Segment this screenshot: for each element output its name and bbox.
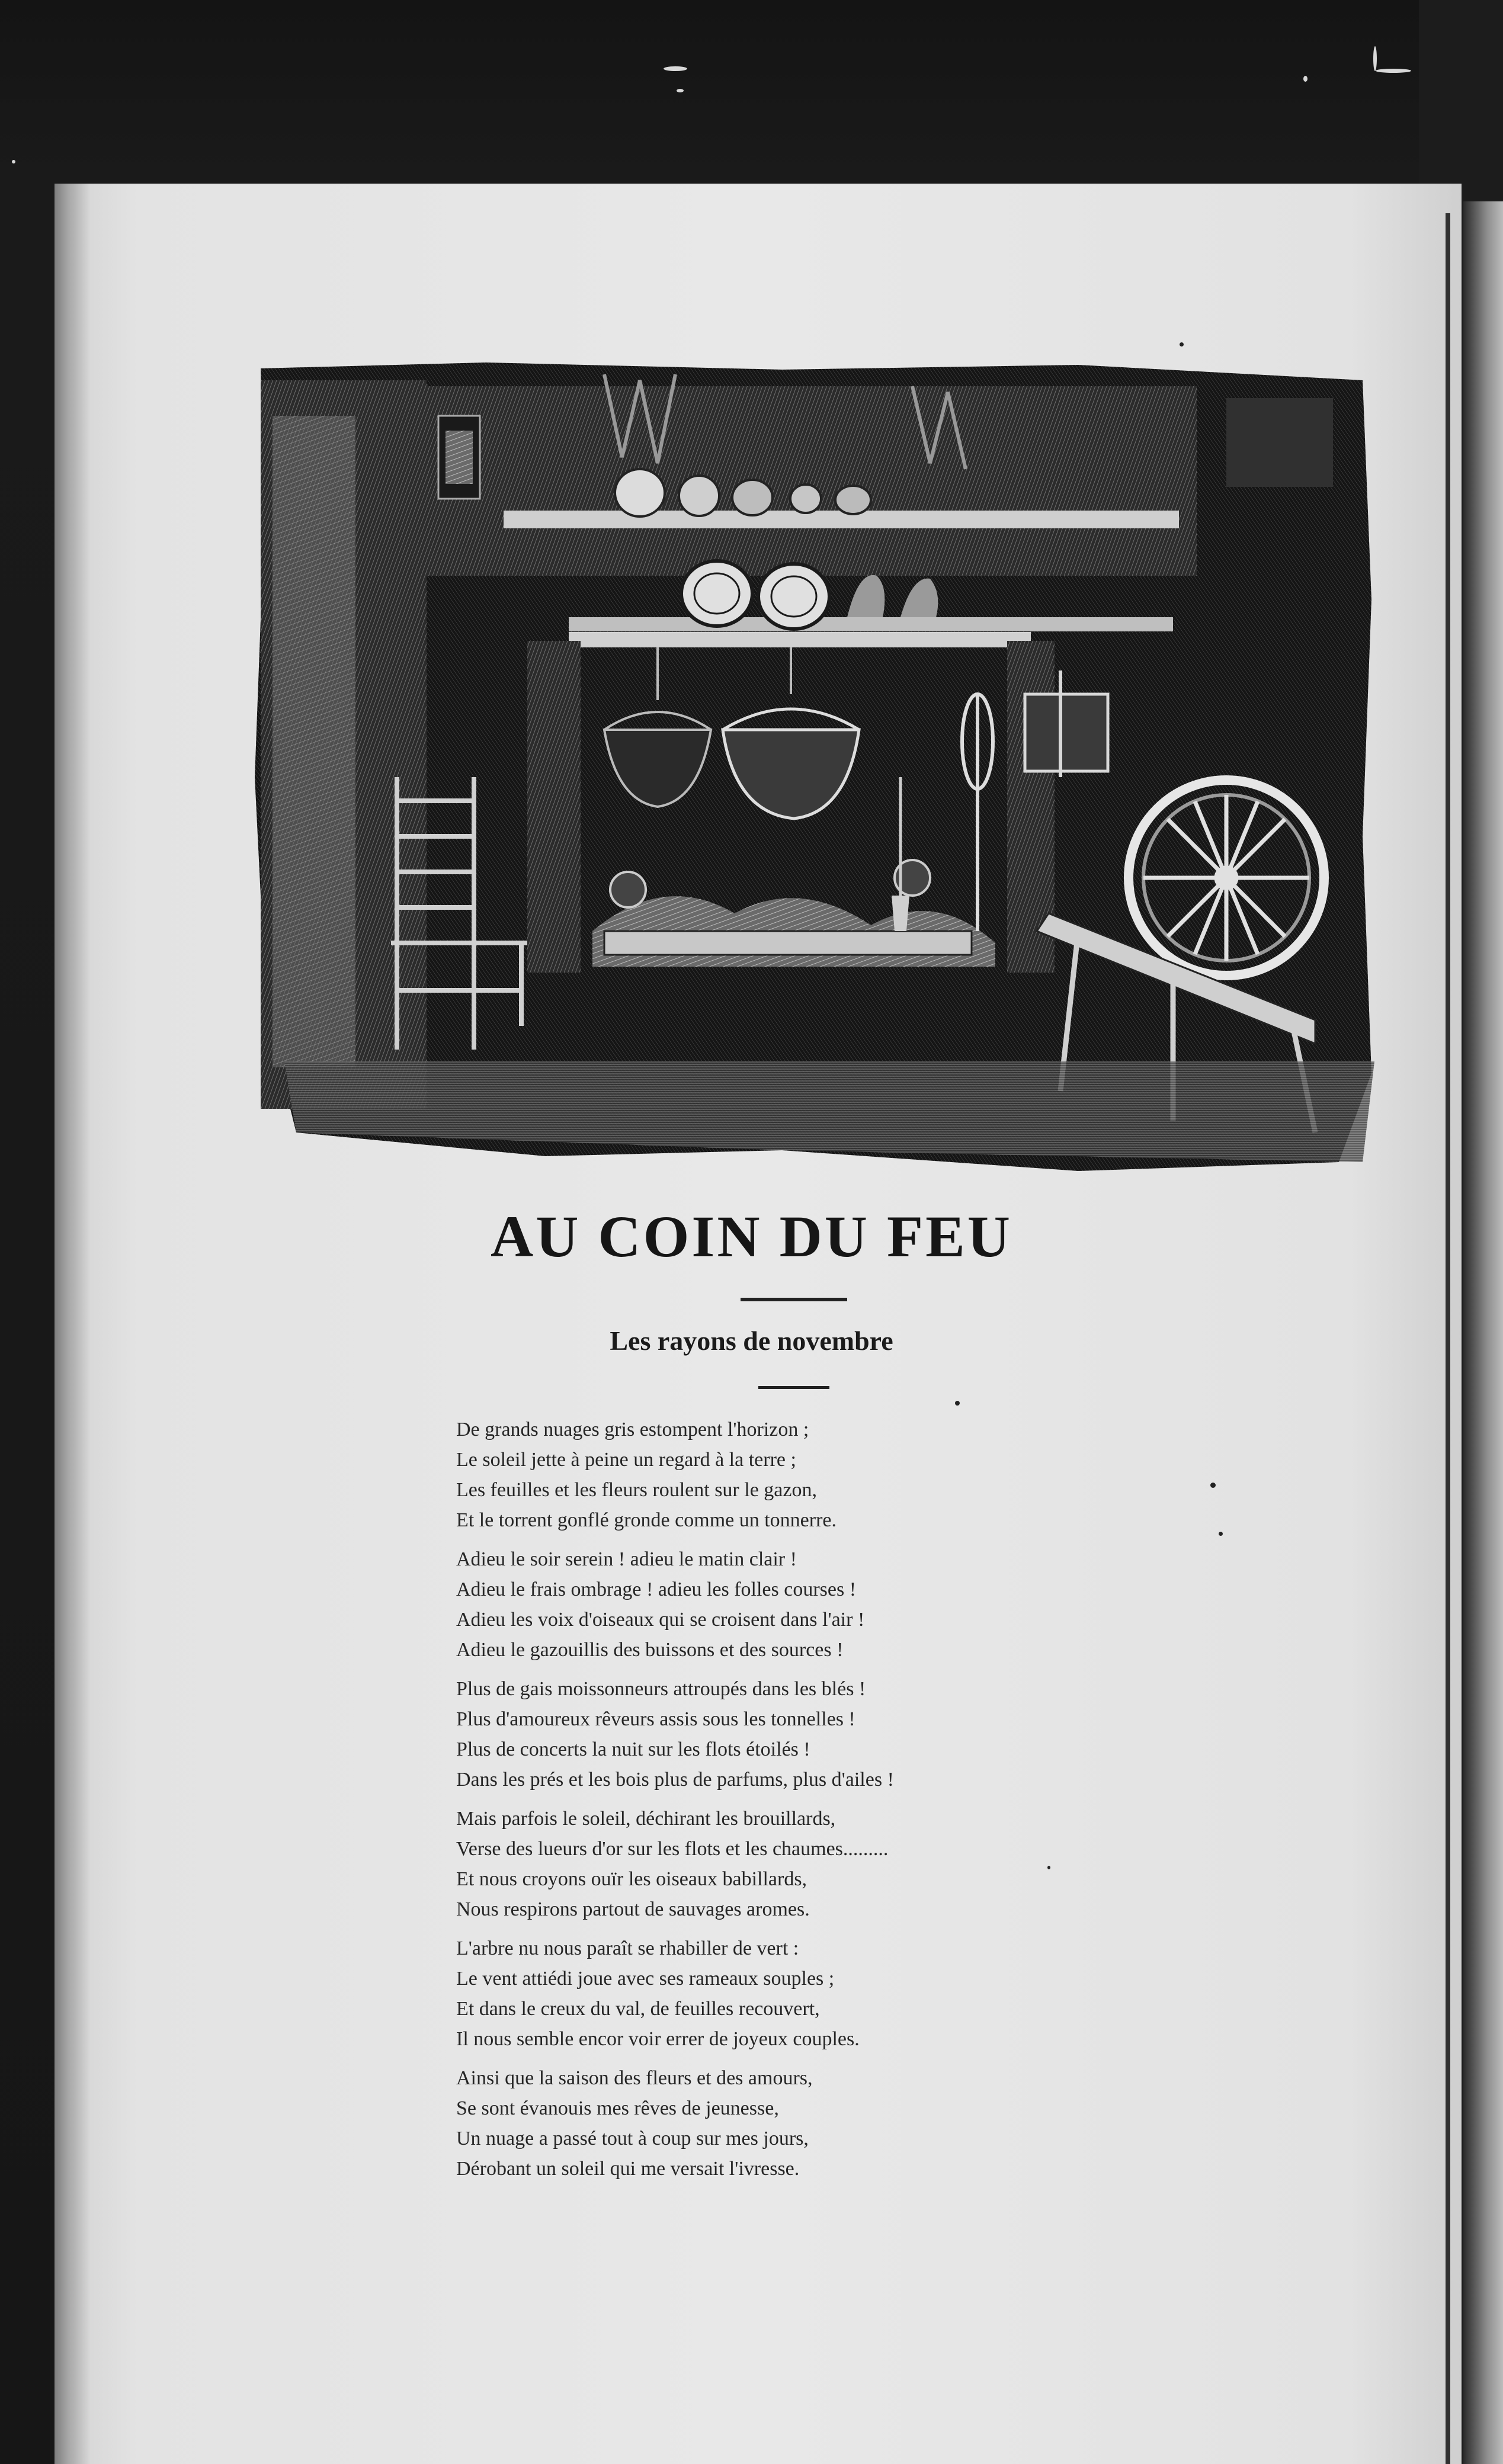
verse-line: Plus d'amoureux rêveurs assis sous les tonnelles ! — [456, 1708, 855, 1730]
stanza — [456, 1933, 1167, 2054]
verse-line: Le soleil jette à peine un regard à la terre ; — [456, 1449, 796, 1471]
speck — [1303, 76, 1307, 82]
verse-line: Dérobant un soleil qui me versait l'ivresse. — [456, 2158, 800, 2180]
ink-dot — [1219, 1532, 1223, 1536]
verse-line: Plus de concerts la nuit sur les flots étoilés ! — [456, 1738, 810, 1760]
verse-line: Plus de gais moissonneurs attroupés dans les blés ! — [456, 1678, 866, 1700]
verse-line: L'arbre nu nous paraît se rhabiller de vert : — [456, 1937, 799, 1959]
verse-line: Verse des lueurs d'or sur les flots et les chaumes......... — [456, 1838, 889, 1860]
speck — [664, 66, 687, 71]
speck — [12, 160, 15, 163]
fireplace-spinning-wheel-engraving — [249, 362, 1374, 1174]
verse-line: Un nuage a passé tout à coup sur mes jours, — [456, 2128, 809, 2149]
verse-line: Adieu le frais ombrage ! adieu les folles courses ! — [456, 1578, 857, 1600]
ink-dot — [1180, 342, 1184, 346]
stanza — [456, 2063, 1167, 2184]
stanza — [456, 1414, 1167, 1535]
verse-line: Il nous semble encor voir errer de joyeux couples. — [456, 2028, 860, 2050]
stanza — [456, 1544, 1167, 1665]
stanza — [456, 1804, 1167, 1924]
verse-line: Et le torrent gonflé gronde comme un tonnerre. — [456, 1509, 837, 1531]
page-title: AU COIN DU FEU — [491, 1204, 1012, 1269]
stanza — [456, 1674, 1167, 1795]
speck — [677, 89, 684, 92]
title-rule — [741, 1298, 847, 1301]
verse-line: Adieu les voix d'oiseaux qui se croisent dans l'air ! — [456, 1609, 865, 1631]
verse-line: Nous respirons partout de sauvages aromes. — [456, 1898, 810, 1920]
subtitle-rule — [758, 1386, 829, 1389]
verse-line: Et dans le creux du val, de feuilles recouvert, — [456, 1998, 820, 2020]
poem-subtitle: Les rayons de novembre — [610, 1326, 893, 1356]
ink-dot — [1047, 1866, 1050, 1869]
verse-line: Adieu le gazouillis des buissons et des sources ! — [456, 1639, 844, 1661]
verse-line: De grands nuages gris estompent l'horizon ; — [456, 1419, 809, 1440]
speck — [1373, 46, 1377, 71]
verse-line: Se sont évanouis mes rêves de jeunesse, — [456, 2097, 779, 2119]
verse-line: Adieu le soir serein ! adieu le matin clair ! — [456, 1548, 797, 1570]
verse-line: Dans les prés et les bois plus de parfums, plus d'ailes ! — [456, 1769, 894, 1791]
ink-dot — [1210, 1483, 1216, 1488]
speck — [1376, 69, 1411, 73]
verse-line: Mais parfois le soleil, déchirant les brouillards, — [456, 1808, 836, 1830]
verse-line: Les feuilles et les fleurs roulent sur le gazon, — [456, 1479, 817, 1501]
poem-body — [456, 1414, 1167, 2193]
ink-dot — [955, 1401, 960, 1406]
verse-line: Et nous croyons ouïr les oiseaux babillards, — [456, 1868, 807, 1890]
verse-line: Ainsi que la saison des fleurs et des amours, — [456, 2067, 813, 2089]
page-binding-shadow — [55, 184, 90, 2464]
verse-line: Le vent attiédi joue avec ses rameaux souples ; — [456, 1968, 835, 1990]
